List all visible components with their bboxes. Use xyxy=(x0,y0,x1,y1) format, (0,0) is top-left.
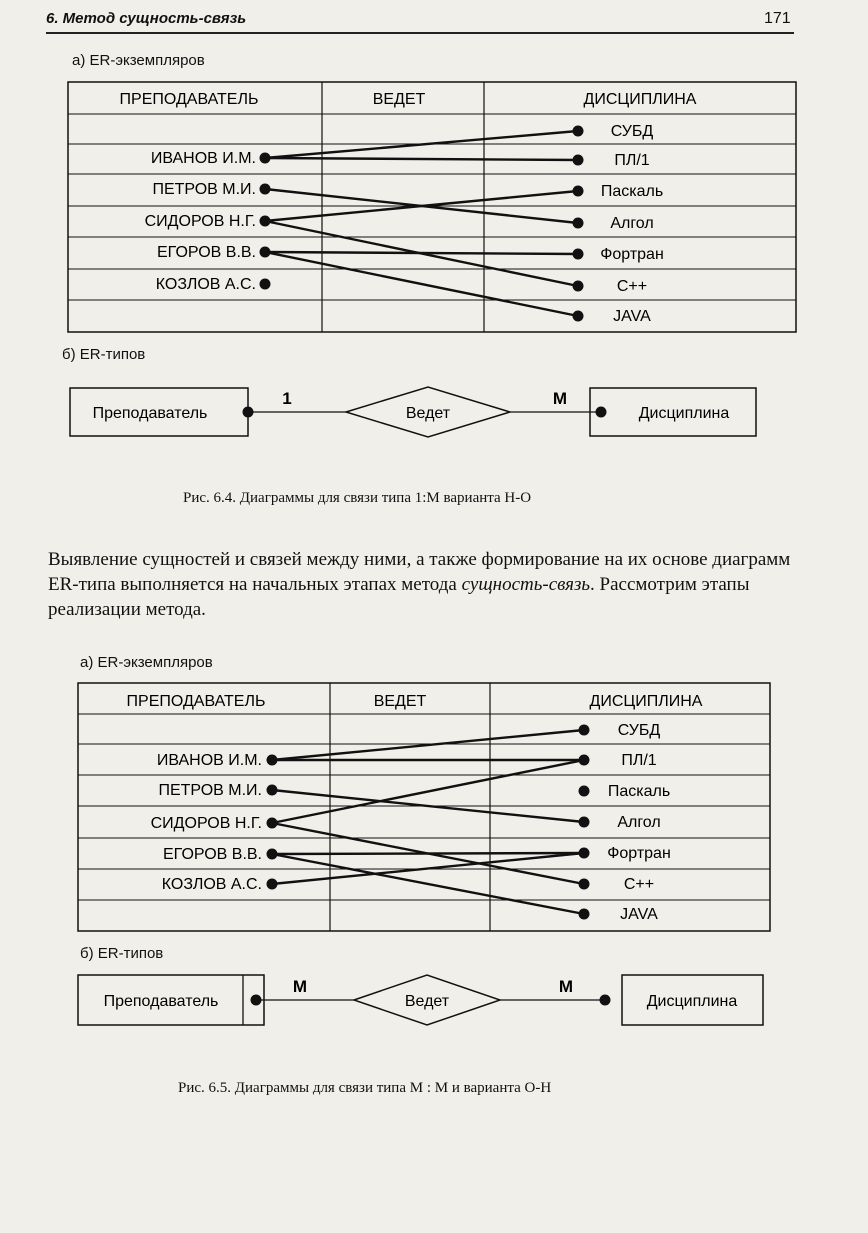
figure_2-discipline-dot xyxy=(579,786,590,797)
paragraph-emphasis: сущность-связь xyxy=(461,574,591,595)
figure_1-teacher-label: КОЗЛОВ А.С. xyxy=(155,276,256,293)
figure_2-discipline-label: Паскаль xyxy=(607,783,671,800)
figure_1-entity-left-dot xyxy=(243,407,254,418)
figure_1-connection-line xyxy=(265,158,578,160)
figure_2-discipline-dot xyxy=(579,725,590,736)
figure_1-teacher-label: СИДОРОВ Н.Г. xyxy=(144,213,256,230)
figure_2-discipline-dot xyxy=(579,879,590,890)
figure_2-connection-line xyxy=(272,760,584,823)
page-number: 171 xyxy=(764,10,791,27)
figure_1-entity-right-dot xyxy=(596,407,607,418)
figure_2-cardinality-right: М xyxy=(558,977,574,996)
figure-1-label-a: а) ER-экземпляров xyxy=(72,52,205,69)
figure_2-discipline-label: С++ xyxy=(623,876,655,893)
figure_2-entity-left-dot xyxy=(251,995,262,1006)
figure_1-discipline-label: С++ xyxy=(616,278,648,295)
figure_1-discipline-dot xyxy=(573,249,584,260)
figure-1-caption: Рис. 6.4. Диаграммы для связи типа 1:М варианта Н-О xyxy=(183,490,532,506)
figure_1-column-header: ДИСЦИПЛИНА xyxy=(583,91,697,108)
figure_2-cardinality-left: М xyxy=(292,977,308,996)
figure_2-teacher-dot xyxy=(267,785,278,796)
figure_1-discipline-dot xyxy=(573,126,584,137)
figure_1-entity-right-label: Дисциплина xyxy=(638,405,730,422)
figure_2-connection-line xyxy=(272,853,584,854)
paragraph-text-2: . Рассмотрим этапы реализации метода. xyxy=(48,574,750,620)
figure_2-column-header: ПРЕПОДАВАТЕЛЬ xyxy=(126,693,266,710)
figure_1-discipline-label: Паскаль xyxy=(600,183,664,200)
figure-2-label-b: б) ER-типов xyxy=(80,945,164,962)
figure_2-teacher-dot xyxy=(267,755,278,766)
figure-2-caption: Рис. 6.5. Диаграммы для связи типа М : М и варианта О-Н xyxy=(178,1080,552,1096)
figure_1-discipline-label: ПЛ/1 xyxy=(614,152,650,169)
figure_2-discipline-dot xyxy=(579,755,590,766)
figure_2-discipline-label: ПЛ/1 xyxy=(621,752,657,769)
figure_2-discipline-dot xyxy=(579,848,590,859)
figure_1-teacher-dot xyxy=(260,247,271,258)
figure_1-discipline-label: Алгол xyxy=(610,215,654,232)
figure_2-connection-line xyxy=(272,730,584,760)
figure_1-teacher-dot xyxy=(260,216,271,227)
figure_1-column-header: ВЕДЕТ xyxy=(372,91,426,108)
figure_1-discipline-dot xyxy=(573,281,584,292)
figure_2-discipline-dot xyxy=(579,909,590,920)
figure_1-teacher-label: ИВАНОВ И.М. xyxy=(150,150,256,167)
figure_2-teacher-dot xyxy=(267,879,278,890)
figure_2-teacher-dot xyxy=(267,849,278,860)
figure_1-teacher-dot xyxy=(260,153,271,164)
figure_1-entity-left-label: Преподаватель xyxy=(92,405,208,422)
figure_1-discipline-dot xyxy=(573,311,584,322)
figure_1-connection-line xyxy=(265,252,578,316)
figure_2-entity-right-dot xyxy=(600,995,611,1006)
figure_1-discipline-label: Фортран xyxy=(600,246,664,263)
figure_2-instance-table xyxy=(78,683,770,931)
running-header-chapter: 6. Метод сущность-связь xyxy=(46,10,247,27)
figure_2-column-header: ВЕДЕТ xyxy=(373,693,427,710)
figure_2-entity-left-label: Преподаватель xyxy=(103,993,219,1010)
figure-2-label-a: а) ER-экземпляров xyxy=(80,654,213,671)
figure_1-teacher-label: ПЕТРОВ М.И. xyxy=(152,181,256,198)
figure_1-discipline-dot xyxy=(573,155,584,166)
figure_2-relationship-label: Ведет xyxy=(404,993,450,1010)
figure_1-connection-line xyxy=(265,252,578,254)
figure_2-column-header: ДИСЦИПЛИНА xyxy=(589,693,703,710)
figure-1-label-b: б) ER-типов xyxy=(62,346,146,363)
figure_2-teacher-label: ИВАНОВ И.М. xyxy=(156,752,262,769)
figure_2-discipline-label: Алгол xyxy=(617,814,661,831)
figure_1-discipline-dot xyxy=(573,218,584,229)
figure_1-relationship-label: Ведет xyxy=(405,405,451,422)
figure_2-discipline-label: Фортран xyxy=(607,845,671,862)
figure_2-discipline-label: СУБД xyxy=(617,722,661,739)
figure_1-column-header: ПРЕПОДАВАТЕЛЬ xyxy=(119,91,259,108)
figure_2-discipline-label: JAVA xyxy=(620,906,658,923)
figure_2-teacher-label: ПЕТРОВ М.И. xyxy=(158,782,262,799)
figure_1-teacher-dot xyxy=(260,279,271,290)
figure_1-teacher-dot xyxy=(260,184,271,195)
figure_1-discipline-label: СУБД xyxy=(610,123,654,140)
figure_2-connection-line xyxy=(272,854,584,914)
figure_2-entity-right-label: Дисциплина xyxy=(646,993,738,1010)
figure_1-cardinality-right: М xyxy=(552,389,568,408)
figure_2-teacher-label: ЕГОРОВ В.В. xyxy=(163,846,262,863)
figure_2-teacher-label: КОЗЛОВ А.С. xyxy=(161,876,262,893)
figure_1-discipline-label: JAVA xyxy=(613,308,651,325)
paragraph-text-1: Выявление сущностей и связей между ними, а также формирование на их основе диаграмм ER-типа выполняется на начальных этапах метода xyxy=(48,549,791,595)
figure_2-teacher-dot xyxy=(267,818,278,829)
figure_2-discipline-dot xyxy=(579,817,590,828)
figure_2-teacher-label: СИДОРОВ Н.Г. xyxy=(150,815,262,832)
figure_1-discipline-dot xyxy=(573,186,584,197)
figure_1-teacher-label: ЕГОРОВ В.В. xyxy=(157,244,256,261)
figure_1-cardinality-left: 1 xyxy=(282,389,292,408)
